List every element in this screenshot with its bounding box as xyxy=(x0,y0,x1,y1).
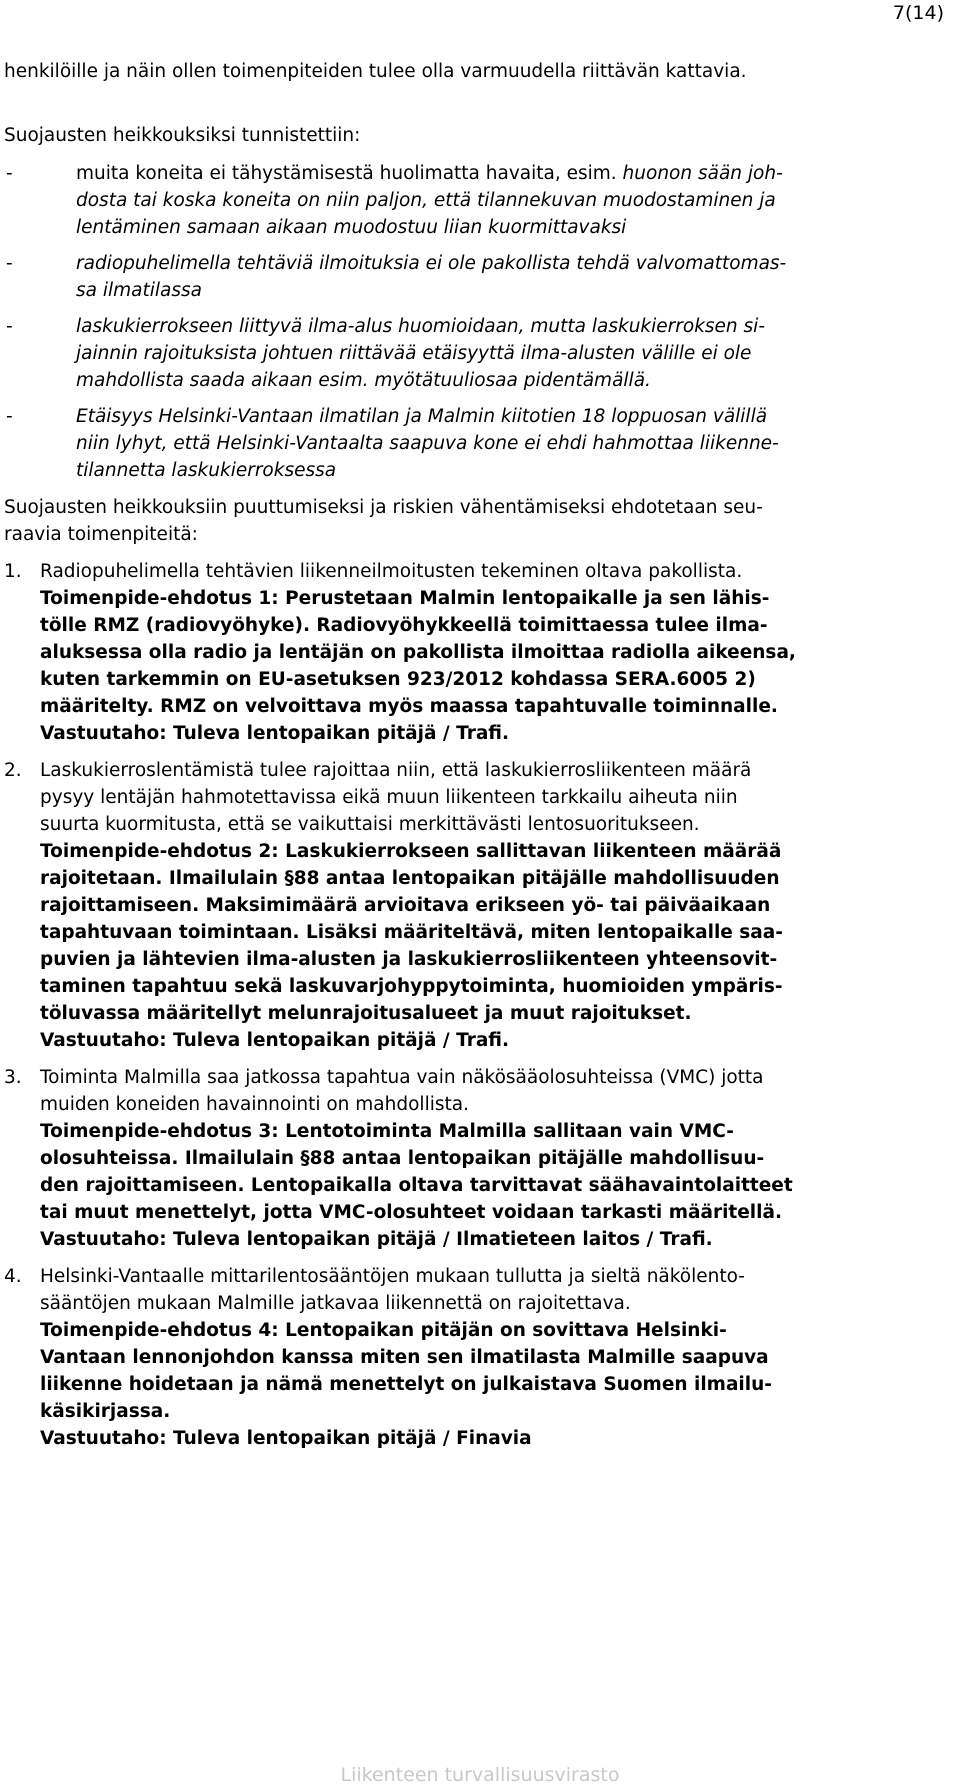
item-responsible: Vastuutaho: Tuleva lentopaikan pitäjä / Ilmatieteen laitos / Trafi. xyxy=(40,1229,713,1250)
item-proposal: Vantaan lennonjohdon kanssa miten sen ilmatilasta Malmille saapuva xyxy=(40,1347,769,1368)
item-number: 3. xyxy=(4,1067,22,1088)
bullet-line: radiopuhelimella tehtäviä ilmoituksia ei ole pakollista tehdä valvomattomas- xyxy=(76,253,787,274)
bullet-line xyxy=(76,160,783,187)
item-proposal: den rajoittamiseen. Lentopaikalla oltava tarvittavat säähavaintolaitteet xyxy=(40,1175,793,1196)
item-proposal: rajoitetaan. Ilmailulain §88 antaa lentopaikan pitäjälle mahdollisuuden xyxy=(40,868,780,889)
item-proposal: taminen tapahtuu sekä laskuvarjohyppytoiminta, huomioiden ympäris- xyxy=(40,976,783,997)
item-proposal: Toimenpide-ehdotus 4: Lentopaikan pitäjän on sovittava Helsinki- xyxy=(40,1320,727,1341)
item-text: Radiopuhelimella tehtävien liikenneilmoitusten tekeminen oltava pakollista. xyxy=(40,561,743,582)
item-proposal: kuten tarkemmin on EU-asetuksen 923/2012 kohdassa SERA.6005 2) xyxy=(40,669,756,690)
bullet-text-italic: huonon sään joh- xyxy=(616,163,783,184)
bullet-line: tilannetta laskukierroksessa xyxy=(76,460,337,481)
item-number: 4. xyxy=(4,1266,22,1287)
item-text: pysyy lentäjän hahmotettavissa eikä muun liikenteen tarkkailu aiheuta niin xyxy=(40,787,738,808)
bullet-line: dosta tai koska koneita on niin paljon, että tilannekuvan muodostaminen ja xyxy=(76,190,776,211)
bullet-line: lentäminen samaan aikaan muodostuu liian kuormittavaksi xyxy=(76,217,627,238)
item-proposal: tapahtuvaan toimintaan. Lisäksi määriteltävä, miten lentopaikalle saa- xyxy=(40,922,783,943)
item-proposal: tölle RMZ (radiovyöhyke). Radiovyöhykkeellä toimittaessa tulee ilma- xyxy=(40,615,768,636)
item-proposal: käsikirjassa. xyxy=(40,1401,171,1422)
item-responsible: Vastuutaho: Tuleva lentopaikan pitäjä / Trafi. xyxy=(40,1030,510,1051)
bullet-marker: - xyxy=(6,253,13,274)
intro-paragraph: henkilöille ja näin ollen toimenpiteiden tulee olla varmuudella riittävän kattavia. xyxy=(4,61,747,82)
bullet-line: jainnin rajoituksista johtuen riittävää etäisyyttä ilma-alusten välille ei ole xyxy=(76,343,752,364)
bullet-marker: - xyxy=(6,316,13,337)
item-proposal: Toimenpide-ehdotus 2: Laskukierrokseen sallittavan liikenteen määrää xyxy=(40,841,782,862)
item-responsible: Vastuutaho: Tuleva lentopaikan pitäjä / Finavia xyxy=(40,1428,532,1449)
item-proposal: töluvassa määritellyt melunrajoitusalueet ja muut rajoitukset. xyxy=(40,1003,692,1024)
item-text: Laskukierroslentämistä tulee rajoittaa niin, että laskukierrosliikenteen määrä xyxy=(40,760,752,781)
item-text: Toiminta Malmilla saa jatkossa tapahtua vain näkösääolosuhteissa (VMC) jotta xyxy=(40,1067,764,1088)
item-proposal: rajoittamiseen. Maksimimäärä arvioitava erikseen yö- tai päiväaikaan xyxy=(40,895,771,916)
page-number: 7(14) xyxy=(892,2,944,24)
item-text: suurta kuormitusta, että se vaikuttaisi merkittävästi lentosuoritukseen. xyxy=(40,814,700,835)
item-proposal: Toimenpide-ehdotus 1: Perustetaan Malmin lentopaikalle ja sen lähis- xyxy=(40,588,770,609)
item-proposal: Toimenpide-ehdotus 3: Lentotoiminta Malmilla sallitaan vain VMC- xyxy=(40,1121,734,1142)
bullet-line: mahdollista saada aikaan esim. myötätuuliosaa pidentämällä. xyxy=(76,370,651,391)
item-proposal: puvien ja lähtevien ilma-alusten ja laskukierrosliikenteen yhteensovit- xyxy=(40,949,778,970)
bullet-line: sa ilmatilassa xyxy=(76,280,202,301)
item-number: 1. xyxy=(4,561,22,582)
item-proposal: määritelty. RMZ on velvoittava myös maassa tapahtuvalle toiminnalle. xyxy=(40,696,778,717)
bullet-text: muita koneita ei tähystämisestä huolimatta havaita, esim. xyxy=(76,163,617,184)
bullet-marker: - xyxy=(6,406,13,427)
item-text: Helsinki-Vantaalle mittarilentosääntöjen mukaan tullutta ja sieltä näkölento- xyxy=(40,1266,745,1287)
measures-intro: Suojausten heikkouksiin puuttumiseksi ja riskien vähentämiseksi ehdotetaan seu- xyxy=(4,497,763,518)
footer-agency-name: Liikenteen turvallisuusvirasto xyxy=(340,1764,620,1786)
item-number: 2. xyxy=(4,760,22,781)
item-proposal: liikenne hoidetaan ja nämä menettelyt on julkaistava Suomen ilmailu- xyxy=(40,1374,772,1395)
item-proposal: aluksessa olla radio ja lentäjän on pakollista ilmoittaa radiolla aikeensa, xyxy=(40,642,796,663)
item-proposal: tai muut menettelyt, jotta VMC-olosuhteet voidaan tarkasti määritellä. xyxy=(40,1202,783,1223)
bullet-line: niin lyhyt, että Helsinki-Vantaalta saapuva kone ei ehdi hahmottaa liikenne- xyxy=(76,433,779,454)
item-text: sääntöjen mukaan Malmille jatkavaa liikennettä on rajoitettava. xyxy=(40,1293,631,1314)
weaknesses-heading: Suojausten heikkouksiksi tunnistettiin: xyxy=(4,125,361,146)
bullet-marker: - xyxy=(6,163,13,184)
bullet-line: Etäisyys Helsinki-Vantaan ilmatilan ja Malmin kiitotien 18 loppuosan välillä xyxy=(76,406,768,427)
item-responsible: Vastuutaho: Tuleva lentopaikan pitäjä / Trafi. xyxy=(40,723,510,744)
item-proposal: olosuhteissa. Ilmailulain §88 antaa lentopaikan pitäjälle mahdollisuu- xyxy=(40,1148,765,1169)
bullet-line: laskukierrokseen liittyvä ilma-alus huomioidaan, mutta laskukierroksen si- xyxy=(76,316,765,337)
item-text: muiden koneiden havainnointi on mahdollista. xyxy=(40,1094,469,1115)
measures-intro: raavia toimenpiteitä: xyxy=(4,524,198,545)
